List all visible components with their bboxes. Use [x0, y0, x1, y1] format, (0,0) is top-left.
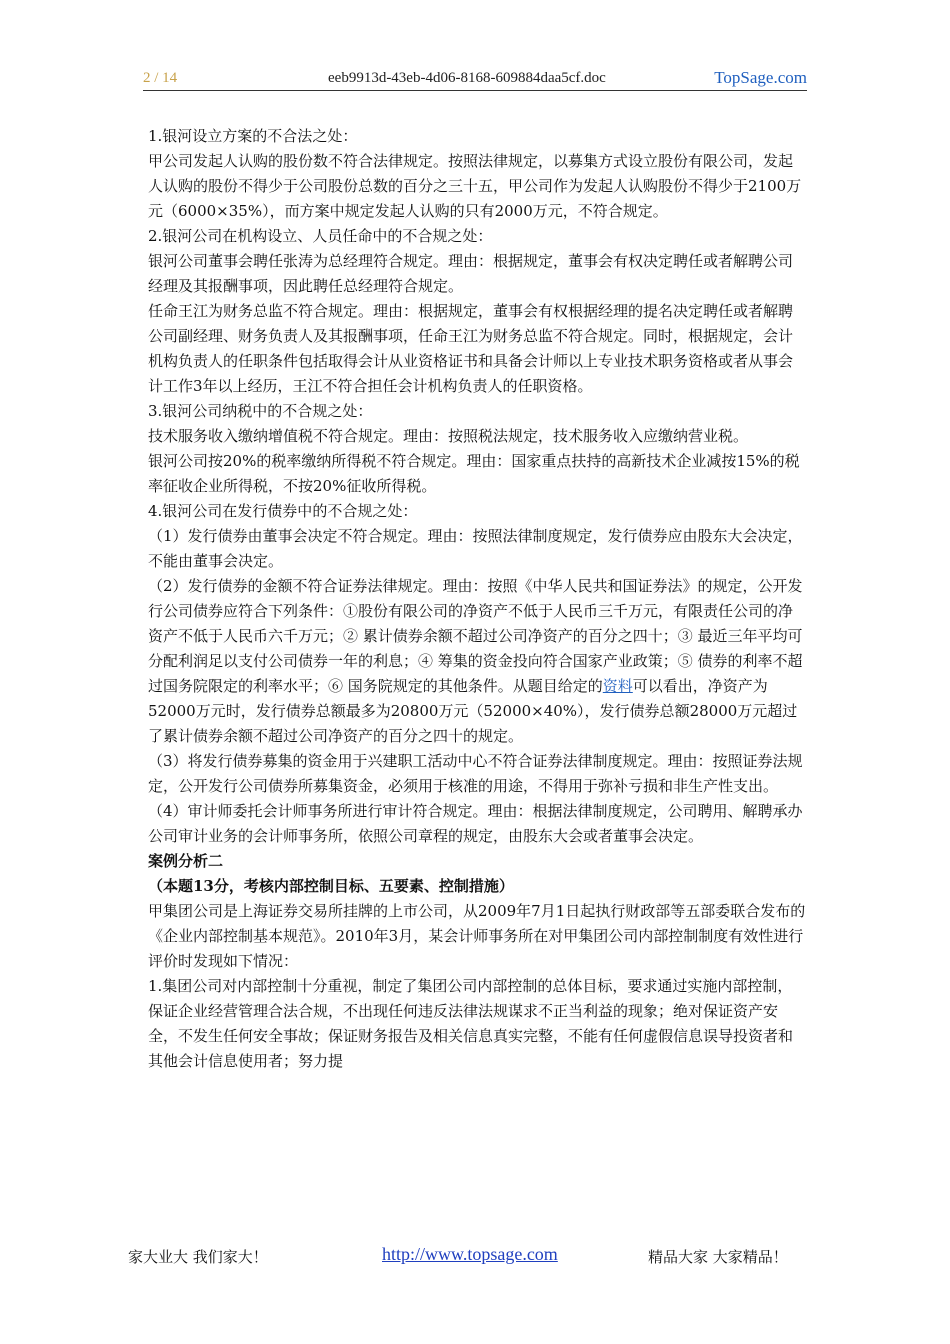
paragraph-text: （2）发行债券的金额不符合证券法律规定。理由：按照《中华人民共和国证券法》的规定，公开发行公司债券应符合下列条件：①股份有限公司的净资产不低于人民币三千万元，有限责任公司的净资产不低于人民币六千万元；② 累计债券余额不超过公司净资产的百分之四十；③ 最近三年平均可分配利润足以支付公司债券一年的利息；④ 筹集的资金投向符合国家产业政策；⑤ 债券的利率不超过国务院限定的利率水平；⑥ 国务院规定的其他条件。从题目给定的 — [148, 577, 803, 695]
page-number: 2 / 14 — [143, 70, 178, 86]
footer-url-link[interactable]: http://www.topsage.com — [382, 1244, 558, 1264]
paragraph: （3）将发行债券募集的资金用于兴建职工活动中心不符合证券法律制度规定。理由：按照证券法规定，公开发行公司债券所募集资金，必须用于核准的用途，不得用于弥补亏损和非生产性支出。 — [148, 752, 803, 795]
site-link[interactable]: TopSage.com — [714, 68, 807, 87]
section-title: 案例分析二 — [148, 852, 224, 870]
paragraph: 任命王江为财务总监不符合规定。理由：根据规定，董事会有权根据经理的提名决定聘任或者解聘公司副经理、财务负责人及其报酬事项，任命王江为财务总监不符合规定。同时，根据规定，会计机构负责人的任职条件包括取得会计从业资格证书和具备会计师以上专业技术职务资格或者从事会计工作3年以上经历，王江不符合担任会计机构负责人的任职资格。 — [148, 302, 794, 395]
section-subtitle: （本题13分，考核内部控制目标、五要素、控制措施） — [148, 877, 514, 895]
paragraph: 3.银河公司纳税中的不合规之处： — [148, 402, 373, 420]
paragraph: 技术服务收入缴纳增值税不符合规定。理由：按照税法规定，技术服务收入应缴纳营业税。 — [148, 427, 749, 445]
footer-slogan-right: 精品大家 大家精品！ — [648, 1248, 788, 1266]
page-footer — [128, 1244, 808, 1268]
inline-link[interactable]: 资料 — [602, 677, 633, 695]
document-filename: eeb9913d-43eb-4d06-8168-609884daa5cf.doc — [328, 70, 606, 86]
paragraph: （4）审计师委托会计师事务所进行审计符合规定。理由：根据法律制度规定，公司聘用、解聘承办公司审计业务的会计师事务所，依照公司章程的规定，由股东大会或者董事会决定。 — [148, 802, 803, 845]
paragraph: 2.银河公司在机构设立、人员任命中的不合规之处： — [148, 227, 493, 245]
page-header — [143, 66, 807, 91]
paragraph: 银河公司按20%的税率缴纳所得税不符合规定。理由：国家重点扶持的高新技术企业减按15%的税率征收企业所得税，不按20%征收所得税。 — [148, 452, 800, 495]
paragraph: 1.银河设立方案的不合法之处： — [148, 127, 358, 145]
paragraph: 1.集团公司对内部控制十分重视，制定了集团公司内部控制的总体目标，要求通过实施内部控制，保证企业经营管理合法合规，不出现任何违反法律法规谋求不正当利益的现象；绝对保证资产安全，不发生任何安全事故；保证财务报告及相关信息真实完整，不能有任何虚假信息误导投资者和其他会计信息使用者；努力提 — [148, 977, 794, 1070]
document-body — [148, 124, 806, 1074]
paragraph — [148, 574, 806, 749]
paragraph: （1）发行债券由董事会决定不符合规定。理由：按照法律制度规定，发行债券应由股东大会决定，不能由董事会决定。 — [148, 527, 803, 570]
paragraph-text: 可以看出，净资产为52000万元时，发行债券总额最多为20800万元（52000×40%），发行债券总额28000万元超过了累计债券余额不超过公司净资产的百分之四十的规定。 — [148, 677, 798, 745]
paragraph: 甲集团公司是上海证券交易所挂牌的上市公司，从2009年7月1日起执行财政部等五部委联合发布的《企业内部控制基本规范》。2010年3月，某会计师事务所在对甲集团公司内部控制制度有效性进行评价时发现如下情况： — [148, 902, 806, 970]
paragraph: 银河公司董事会聘任张涛为总经理符合规定。理由：根据规定，董事会有权决定聘任或者解聘公司经理及其报酬事项，因此聘任总经理符合规定。 — [148, 252, 794, 295]
footer-slogan-left: 家大业大 我们家大！ — [128, 1248, 268, 1266]
paragraph: 甲公司发起人认购的股份数不符合法律规定。按照法律规定，以募集方式设立股份有限公司，发起人认购的股份不得少于公司股份总数的百分之三十五，甲公司作为发起人认购股份不得少于2100万元（6000×35%），而方案中规定发起人认购的只有2000万元，不符合规定。 — [148, 152, 802, 220]
paragraph: 4.银河公司在发行债券中的不合规之处： — [148, 502, 418, 520]
